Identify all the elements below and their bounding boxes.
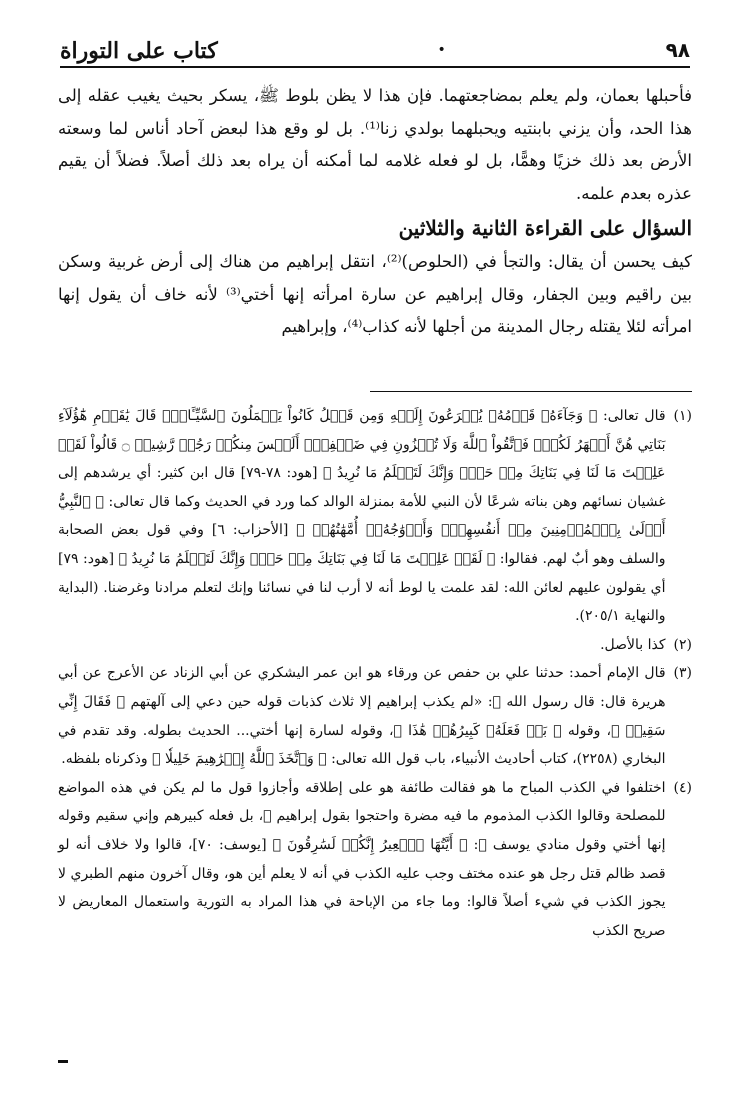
paragraph-1: فأحبلها بعمان، ولم يعلم بمضاجعتهما. فإن هذا لا يظن بلوط ﷺ، يسكر بحيث يغيب عقله إلى هذا الحد، وأن يزني بابنتيه ويحبلهما بولدي زنا⁽¹⁾. بل لو وقع هذا لبعض آحاد أناس لما وسعته الأرض بعد ذلك خزيًا وهمًّا، بل لو فعله غلامه لما أمكنه أن يراه بعد ذلك أصلاً. فضلاً أن يقيم عذره بعدم علمه. [58,86,692,203]
footnote-text: كذا بالأصل. [600,636,666,653]
page-header [60,30,690,68]
footnote-number: (١) [673,408,692,424]
page-number: ٩٨ [665,38,690,62]
footnote-text: اختلفوا في الكذب المباح ما هو فقالت طائفة هو على إطلاقه وأجازوا قول ما لم يكن في هذه المواضع للمصلحة وقالوا الكذب المذموم ما فيه مضرة واحتجوا بقول إبراهيم ﷺ، بل فعله كبيرهم وإني سقيم وقوله إنها أختي وقول منادي يوسف ﷺ: ﴿ أَيَّتُهَا ٱلۡعِيرُ إِنَّكُمۡ لَسَٰرِقُونَ ﴾ [يوسف: ٧٠]، قالوا ولا خلاف أنه لو قصد ظالم قتل رجل هو عنده مختف وجب عليه الكذب في أنه لا يعلم أين هو، وقال آخرون منهم الطبري لا يجوز الكذب في شيء أصلاً قالوا: وما جاء من الإباحة في هذا المراد به التورية واستعمال المعاريض لا صريح الكذب [58,779,666,939]
header-dot: • [437,42,446,58]
footnote-number: (٢) [673,636,692,653]
footnote-separator [370,391,692,392]
paragraph-2: كيف يحسن أن يقال: والتجأ في (الحلوص)⁽²⁾، انتقل إبراهيم من هناك إلى أرض غربية وسكن بين راقيم وبين الجفار، وقال إبراهيم عن سارة امرأته إنها أختي⁽³⁾ لأنه خاف أن يقول إنها امرأته لئلا يقتله رجال المدينة من أجلها لأنه كذاب⁽⁴⁾، وإبراهيم [58,252,692,336]
footnote-text: قال تعالى: ﴿ وَجَآءَهُۥ قَوۡمُهُۥ يُهۡرَعُونَ إِلَيۡهِ وَمِن قَبۡلُ كَانُواْ يَعۡمَلُونَ ٱلسَّيِّـَٔاتِۚ قَالَ يَٰقَوۡمِ هَٰٓؤُلَآءِ بَنَاتِي هُنَّ أَطۡهَرُ لَكُمۡۖ فَٱتَّقُواْ ٱللَّهَ وَلَا تُخۡزُونِ فِي ضَيۡفِيٓۖ أَلَيۡسَ مِنكُمۡ رَجُلٞ رَّشِيدٞ ۝ قَالُواْ لَقَدۡ عَلِمۡتَ مَا لَنَا فِي بَنَاتِكَ مِنۡ حَقّٖ وَإِنَّكَ لَتَعۡلَمُ مَا نُرِيدُ ﴾ [هود: ٧٨-٧٩] قال ابن كثير: أي يرشدهم إلى غشيان نسائهم وهن بناته شرعًا لأن النبي للأمة بمنزلة الوالد كما ورد في الحديث وكما قال تعالى: ﴿ ٱلنَّبِيُّ أَوۡلَىٰ بِٱلۡمُؤۡمِنِينَ مِنۡ أَنفُسِهِمۡۖ وَأَزۡوَٰجُهُۥٓ أُمَّهَٰتُهُمۡ ﴾ [الأحزاب: ٦] وفي قول بعض الصحابة والسلف وهو أبٌ لهم. فقالوا: ﴿ لَقَدۡ عَلِمۡتَ مَا لَنَا فِي بَنَاتِكَ مِنۡ حَقّٖ وَإِنَّكَ لَتَعۡلَمُ مَا نُرِيدُ ﴾ [هود: ٧٩] أي يقولون عليهم لعائن الله: لقد علمت يا لوط أنه لا أرب لنا في نسائنا وإنك لتعلم مرادنا وغرضنا. (البداية والنهاية ٢٠٥/١). [58,408,666,625]
section-heading: السؤال على القراءة الثانية والثلاثين [398,216,692,240]
footnotes [58,402,692,945]
footnote-number: (٣) [673,665,692,682]
continuation-mark [58,1060,68,1063]
footnote-3 [58,659,692,773]
footnote-number: (٤) [673,779,692,796]
footnote-4 [58,774,692,946]
footnote-text: قال الإمام أحمد: حدثنا علي بن حفص عن ورقاء هو ابن عمر اليشكري عن أبي الزناد عن الأعرج عن أبي هريرة قال: قال رسول الله ﷺ: «لم يكذب إبراهيم إلا ثلاث كذبات قوله حين دعي إلى آلهتهم ﴿ فَقَالَ إِنِّي سَقِيمٞ ﴾، وقوله ﴿ بَلۡ فَعَلَهُۥ كَبِيرُهُمۡ هَٰذَا ﴾، وقوله لسارة إنها أختي... الحديث بطوله. وقد تقدم في البخاري (٢٢٥٨)، كتاب أحاديث الأنبياء، باب قول الله تعالى: ﴿ وَٱتَّخَذَ ٱللَّهُ إِبۡرَٰهِيمَ خَلِيلٗا ﴾ وذكرناه بلفظه. [58,665,666,768]
main-text [58,80,692,344]
footnote-2 [58,631,692,660]
footnote-1 [58,402,692,631]
book-title: كتاب على التوراة [60,38,218,64]
